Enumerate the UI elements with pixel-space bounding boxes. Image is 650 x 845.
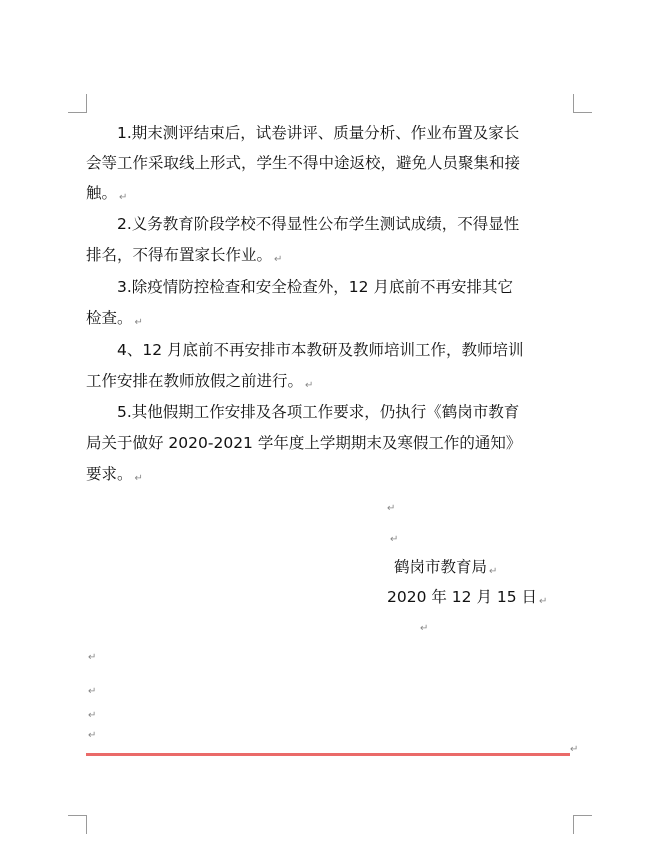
signature-organization: 鹤岗市教育局 ↵ bbox=[394, 558, 498, 577]
paragraph-mark-icon: ↵ bbox=[119, 192, 128, 203]
paragraph-1-line-2: 会等工作采取线上形式，学生不得中途返校，避免人员聚集和接 bbox=[86, 154, 521, 172]
paragraph-mark-icon: ↵ bbox=[134, 317, 143, 328]
paragraph-mark-icon: ↵ bbox=[570, 744, 579, 755]
paragraph-mark-icon: ↵ bbox=[387, 503, 396, 514]
paragraph-mark-icon: ↵ bbox=[88, 730, 97, 741]
paragraph-4-line-1: 4、12 月底前不再安排市本教研及教师培训工作，教师培训 bbox=[86, 341, 524, 359]
corner-mark-top-left bbox=[68, 94, 87, 113]
corner-mark-top-right bbox=[573, 94, 592, 113]
paragraph-mark-icon: ↵ bbox=[274, 254, 283, 265]
paragraph-3-line-1: 3.除疫情防控检查和安全检查外，12 月底前不再安排其它 bbox=[86, 278, 513, 296]
paragraph-2-line-1: 2.义务教育阶段学校不得显性公布学生测试成绩，不得显性 bbox=[86, 215, 520, 233]
paragraph-1-line-3: 触。 ↵ bbox=[86, 184, 128, 203]
paragraph-mark-icon: ↵ bbox=[489, 566, 498, 577]
paragraph-mark-icon: ↵ bbox=[390, 534, 399, 545]
paragraph-mark-icon: ↵ bbox=[539, 596, 548, 607]
paragraph-1-line-1: 1.期末测评结束后，试卷讲评、质量分析、作业布置及家长 bbox=[86, 124, 520, 142]
paragraph-3-line-2: 检查。 ↵ bbox=[86, 309, 143, 328]
paragraph-4-line-2: 工作安排在教师放假之前进行。 ↵ bbox=[86, 372, 314, 391]
paragraph-mark-icon: ↵ bbox=[134, 473, 143, 484]
paragraph-mark-icon: ↵ bbox=[420, 623, 429, 634]
paragraph-2-line-2: 排名，不得布置家长作业。 ↵ bbox=[86, 246, 283, 265]
paragraph-mark-icon: ↵ bbox=[305, 380, 314, 391]
paragraph-mark-icon: ↵ bbox=[88, 652, 97, 663]
red-separator-line bbox=[86, 753, 570, 756]
signature-date: 2020 年 12 月 15 日 ↵ bbox=[387, 588, 548, 607]
paragraph-5-line-3: 要求。 ↵ bbox=[86, 465, 143, 484]
corner-mark-bottom-left bbox=[68, 815, 87, 834]
corner-mark-bottom-right bbox=[573, 815, 592, 834]
paragraph-5-line-2: 局关于做好 2020-2021 学年度上学期期末及寒假工作的通知》 bbox=[86, 434, 522, 452]
paragraph-mark-icon: ↵ bbox=[88, 710, 97, 721]
paragraph-5-line-1: 5.其他假期工作安排及各项工作要求，仍执行《鹤岗市教育 bbox=[86, 403, 520, 421]
paragraph-mark-icon: ↵ bbox=[88, 686, 97, 697]
